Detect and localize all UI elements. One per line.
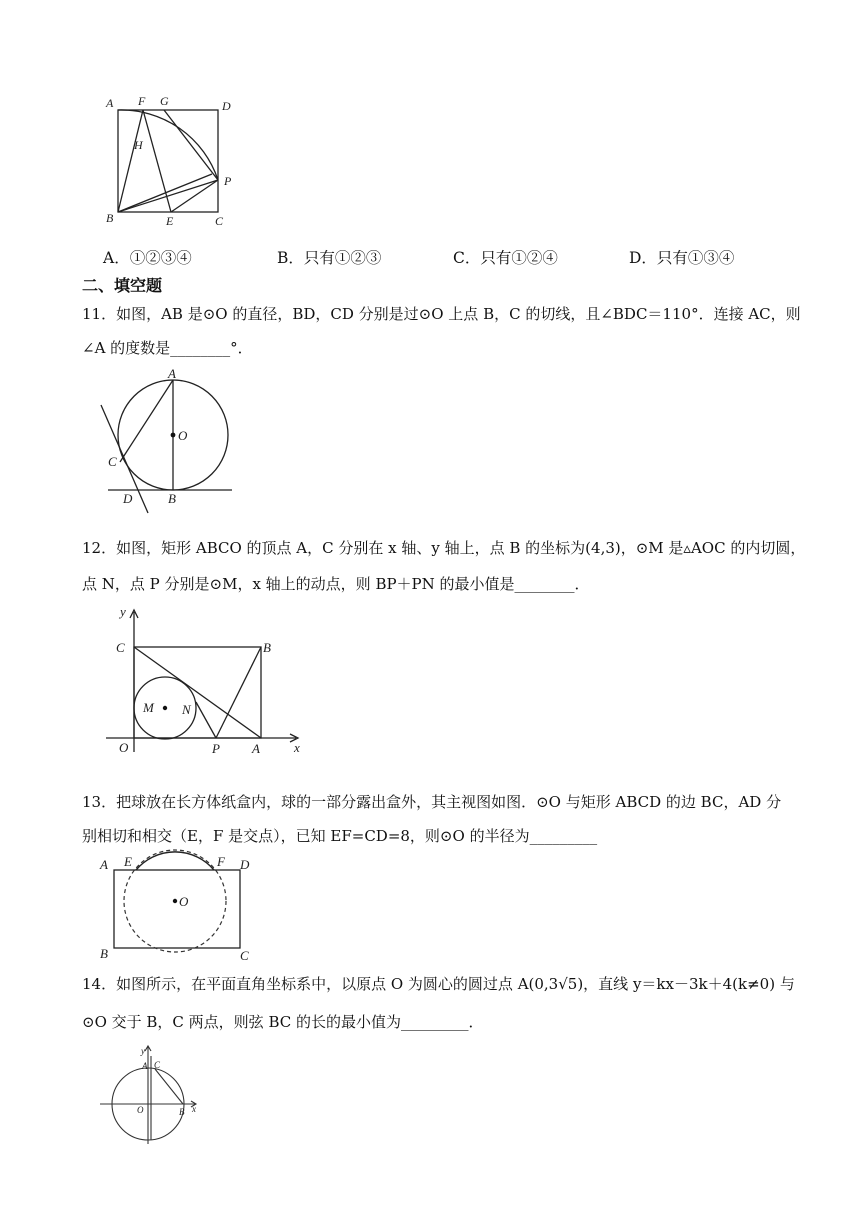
q10-label-B: B xyxy=(106,211,114,225)
q13-label-O: O xyxy=(179,894,189,909)
q14-text-line1: 14．如图所示，在平面直角坐标系中，以原点 O 为圆心的圆过点 A(0,3√5)，直线 y＝kx－3k＋4(k≠0) 与 xyxy=(82,975,795,993)
q11-label-B: B xyxy=(168,491,176,506)
q13-label-B: B xyxy=(100,946,108,961)
q13-figure xyxy=(98,842,258,964)
q11-text-line2: ∠A 的度数是________°． xyxy=(82,339,253,357)
q12-label-C: C xyxy=(116,640,125,655)
q13-text-line2: 别相切和相交（E，F 是交点），已知 EF=CD=8，则⊙O 的半径为_________ xyxy=(82,827,598,845)
q13-label-E: E xyxy=(124,854,132,869)
q13-rectangle xyxy=(114,870,240,948)
q10-figure xyxy=(100,92,250,228)
q13-text-line1: 13．把球放在长方体纸盒内，球的一部分露出盒外，其主视图如图．⊙O 与矩形 ABCD 的边 BC，AD 分 xyxy=(82,793,782,811)
q13-circle-visible xyxy=(136,852,214,870)
q10-label-D: D xyxy=(222,99,231,113)
q14-label-B: B xyxy=(179,1107,185,1117)
q12-label-P: P xyxy=(212,741,220,756)
q12-center-dot xyxy=(163,706,167,710)
q10-label-C: C xyxy=(215,214,224,228)
q11-text-line1: 11．如图，AB 是⊙O 的直径，BD，CD 分别是过⊙O 上点 B，C 的切线，且∠BDC＝110°．连接 AC，则 xyxy=(82,305,801,323)
q10-label-E: E xyxy=(166,214,174,228)
q10-option-c: C．只有①②④ xyxy=(453,249,558,267)
q11-center-dot xyxy=(171,433,176,438)
q12-figure xyxy=(100,604,310,754)
q11-label-C: C xyxy=(108,454,117,469)
q14-text-line2: ⊙O 交于 B，C 两点，则弦 BC 的长的最小值为_________． xyxy=(82,1013,484,1031)
q12-text-line2: 点 N，点 P 分别是⊙M，x 轴上的动点，则 BP＋PN 的最小值是________． xyxy=(82,575,590,593)
q10-label-H: H xyxy=(134,138,143,152)
q12-text-line1: 12．如图，矩形 ABCO 的顶点 A，C 分别在 x 轴、y 轴上，点 B 的坐标为(4,3)，⊙M 是▵AOC 的内切圆， xyxy=(82,539,806,557)
q13-label-D: D xyxy=(240,857,250,872)
q10-arc xyxy=(118,110,218,180)
q13-label-A: A xyxy=(100,857,108,872)
section-title: 二、填空题 xyxy=(82,276,163,295)
q10-label-P: P xyxy=(224,174,232,188)
q13-label-F: F xyxy=(217,854,225,869)
q10-label-A: A xyxy=(106,96,114,110)
q12-label-M: M xyxy=(143,700,154,715)
q11-label-A: A xyxy=(168,366,176,381)
q12-label-B: B xyxy=(263,640,271,655)
q13-label-C: C xyxy=(240,948,249,963)
q10-option-a: A．①②③④ xyxy=(103,249,192,267)
q12-label-A: A xyxy=(252,741,260,756)
q10-option-b: B．只有①②③ xyxy=(277,249,382,267)
q14-figure xyxy=(100,1044,210,1146)
q14-label-y: y xyxy=(141,1046,145,1056)
q10-option-d: D．只有①③④ xyxy=(629,249,735,267)
q14-label-x: x xyxy=(192,1104,196,1114)
q12-label-y: y xyxy=(120,604,126,619)
q13-center-dot xyxy=(173,899,177,903)
q12-label-N: N xyxy=(182,702,191,717)
q10-label-F: F xyxy=(138,94,146,108)
q12-label-O: O xyxy=(119,740,129,755)
q11-label-D: D xyxy=(123,491,133,506)
q11-label-O: O xyxy=(178,428,188,443)
q14-label-C: C xyxy=(154,1060,161,1070)
q11-figure xyxy=(98,365,238,515)
q14-label-O: O xyxy=(137,1105,144,1115)
q14-label-A: A xyxy=(142,1061,148,1071)
q10-label-G: G xyxy=(160,94,169,108)
q12-label-x: x xyxy=(294,740,300,755)
